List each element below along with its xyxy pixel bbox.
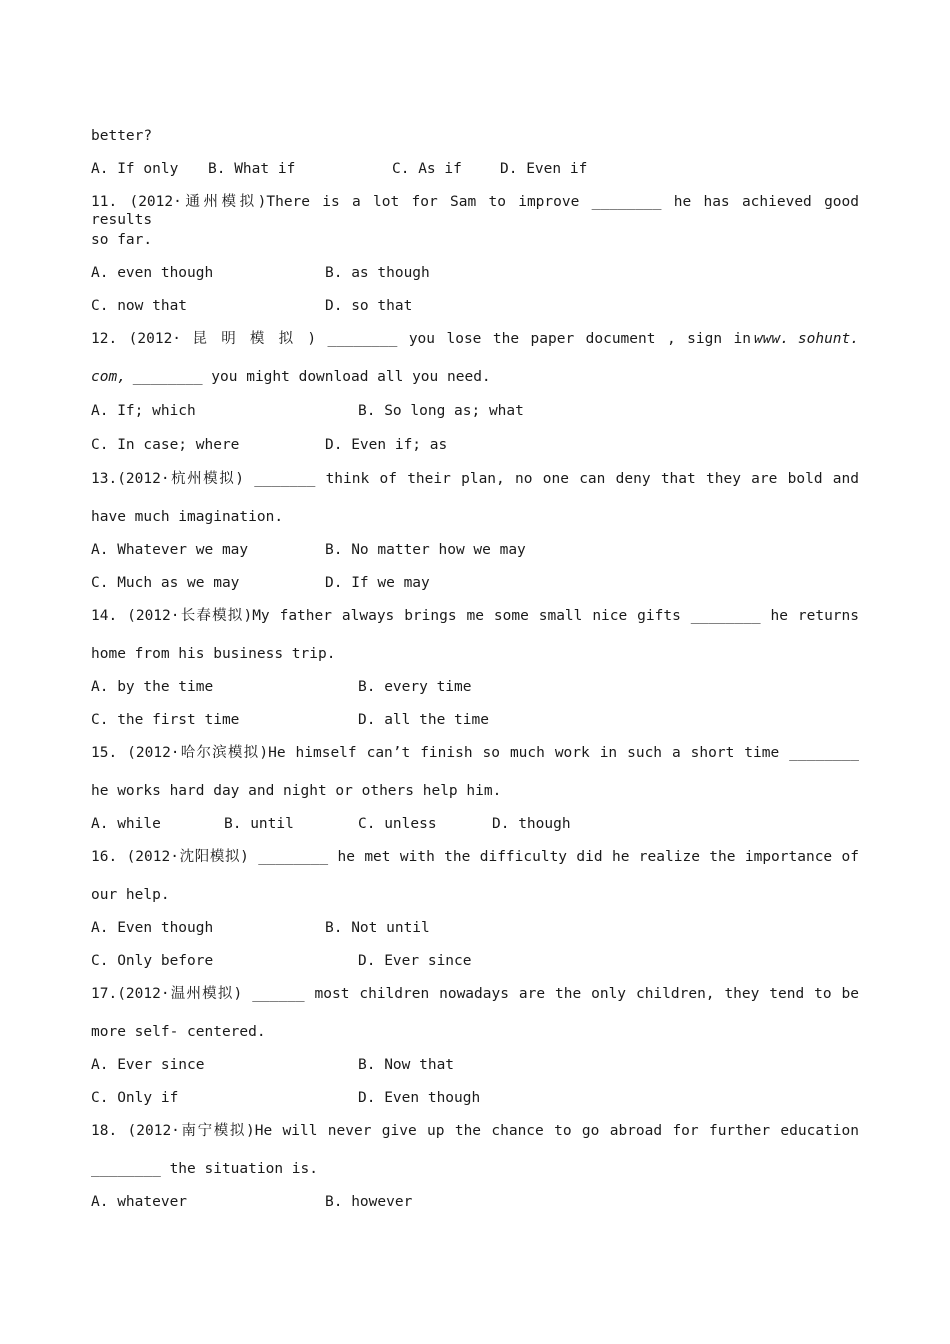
question-text: more self- centered. [91,1024,266,1040]
question-text: 16. (2012·沈阳模拟) ________ he met with the difficulty did he realize the importance of [91,849,859,865]
question-text: 15. (2012·哈尔滨模拟)He himself can’t finish so much work in such a short time ________ [91,745,859,761]
question-text: 12. (2012· 昆 明 模 拟 ) ________ you lose the paper document , sign in [91,331,751,347]
option: A. Whatever we may [91,542,249,558]
option: A. whatever [91,1194,188,1210]
option: D. If we may [325,575,430,591]
question-text: have much imagination. [91,509,284,525]
option: A. even though [91,265,214,281]
option: A. Ever since [91,1057,205,1073]
option: C. In case; where [91,437,240,453]
question-text: 17.(2012·温州模拟) ______ most children nowadays are the only children, they tend to be [91,986,859,1002]
question-text: home from his business trip. [91,646,336,662]
option: B. So long as; what [358,403,524,419]
question-text: ________ the situation is. [91,1161,318,1177]
option: D. so that [325,298,413,314]
option: B. until [224,816,294,832]
option: C. As if [392,161,462,177]
option: C. now that [91,298,188,314]
question-text: 14. (2012·长春模拟)My father always brings me some small nice gifts ________ he returns [91,608,859,624]
option: B. as though [325,265,430,281]
option: D. all the time [358,712,489,728]
option: B. however [325,1194,413,1210]
option: C. Only before [91,953,214,969]
option: A. If; which [91,403,196,419]
option: B. What if [208,161,296,177]
option: D. Even though [358,1090,481,1106]
question-text: better? [91,128,153,144]
option: A. while [91,816,161,832]
question-text: our help. [91,887,170,903]
question-text: so far. [91,232,153,248]
url-text: www. sohunt. [754,331,859,347]
option: B. No matter how we may [325,542,526,558]
option: A. by the time [91,679,214,695]
option: A. If only [91,161,179,177]
option: A. Even though [91,920,214,936]
option: B. Not until [325,920,430,936]
option: D. though [492,816,571,832]
option: B. Now that [358,1057,455,1073]
question-text: he works hard day and night or others help him. [91,783,502,799]
option: C. the first time [91,712,240,728]
option: D. Ever since [358,953,472,969]
option: B. every time [358,679,472,695]
option: C. Much as we may [91,575,240,591]
question-text: 18. (2012·南宁模拟)He will never give up the chance to go abroad for further education [91,1123,859,1139]
option: D. Even if; as [325,437,448,453]
question-text: 13.(2012·杭州模拟) _______ think of their plan, no one can deny that they are bold and [91,471,859,487]
option: D. Even if [500,161,588,177]
url-text: com, [91,369,126,385]
question-text: 11. (2012·通州模拟)There is a lot for Sam to improve ________ he has achieved good results [91,194,859,228]
option: C. unless [358,816,437,832]
question-text: ________ you might download all you need. [124,369,491,385]
option: C. Only if [91,1090,179,1106]
